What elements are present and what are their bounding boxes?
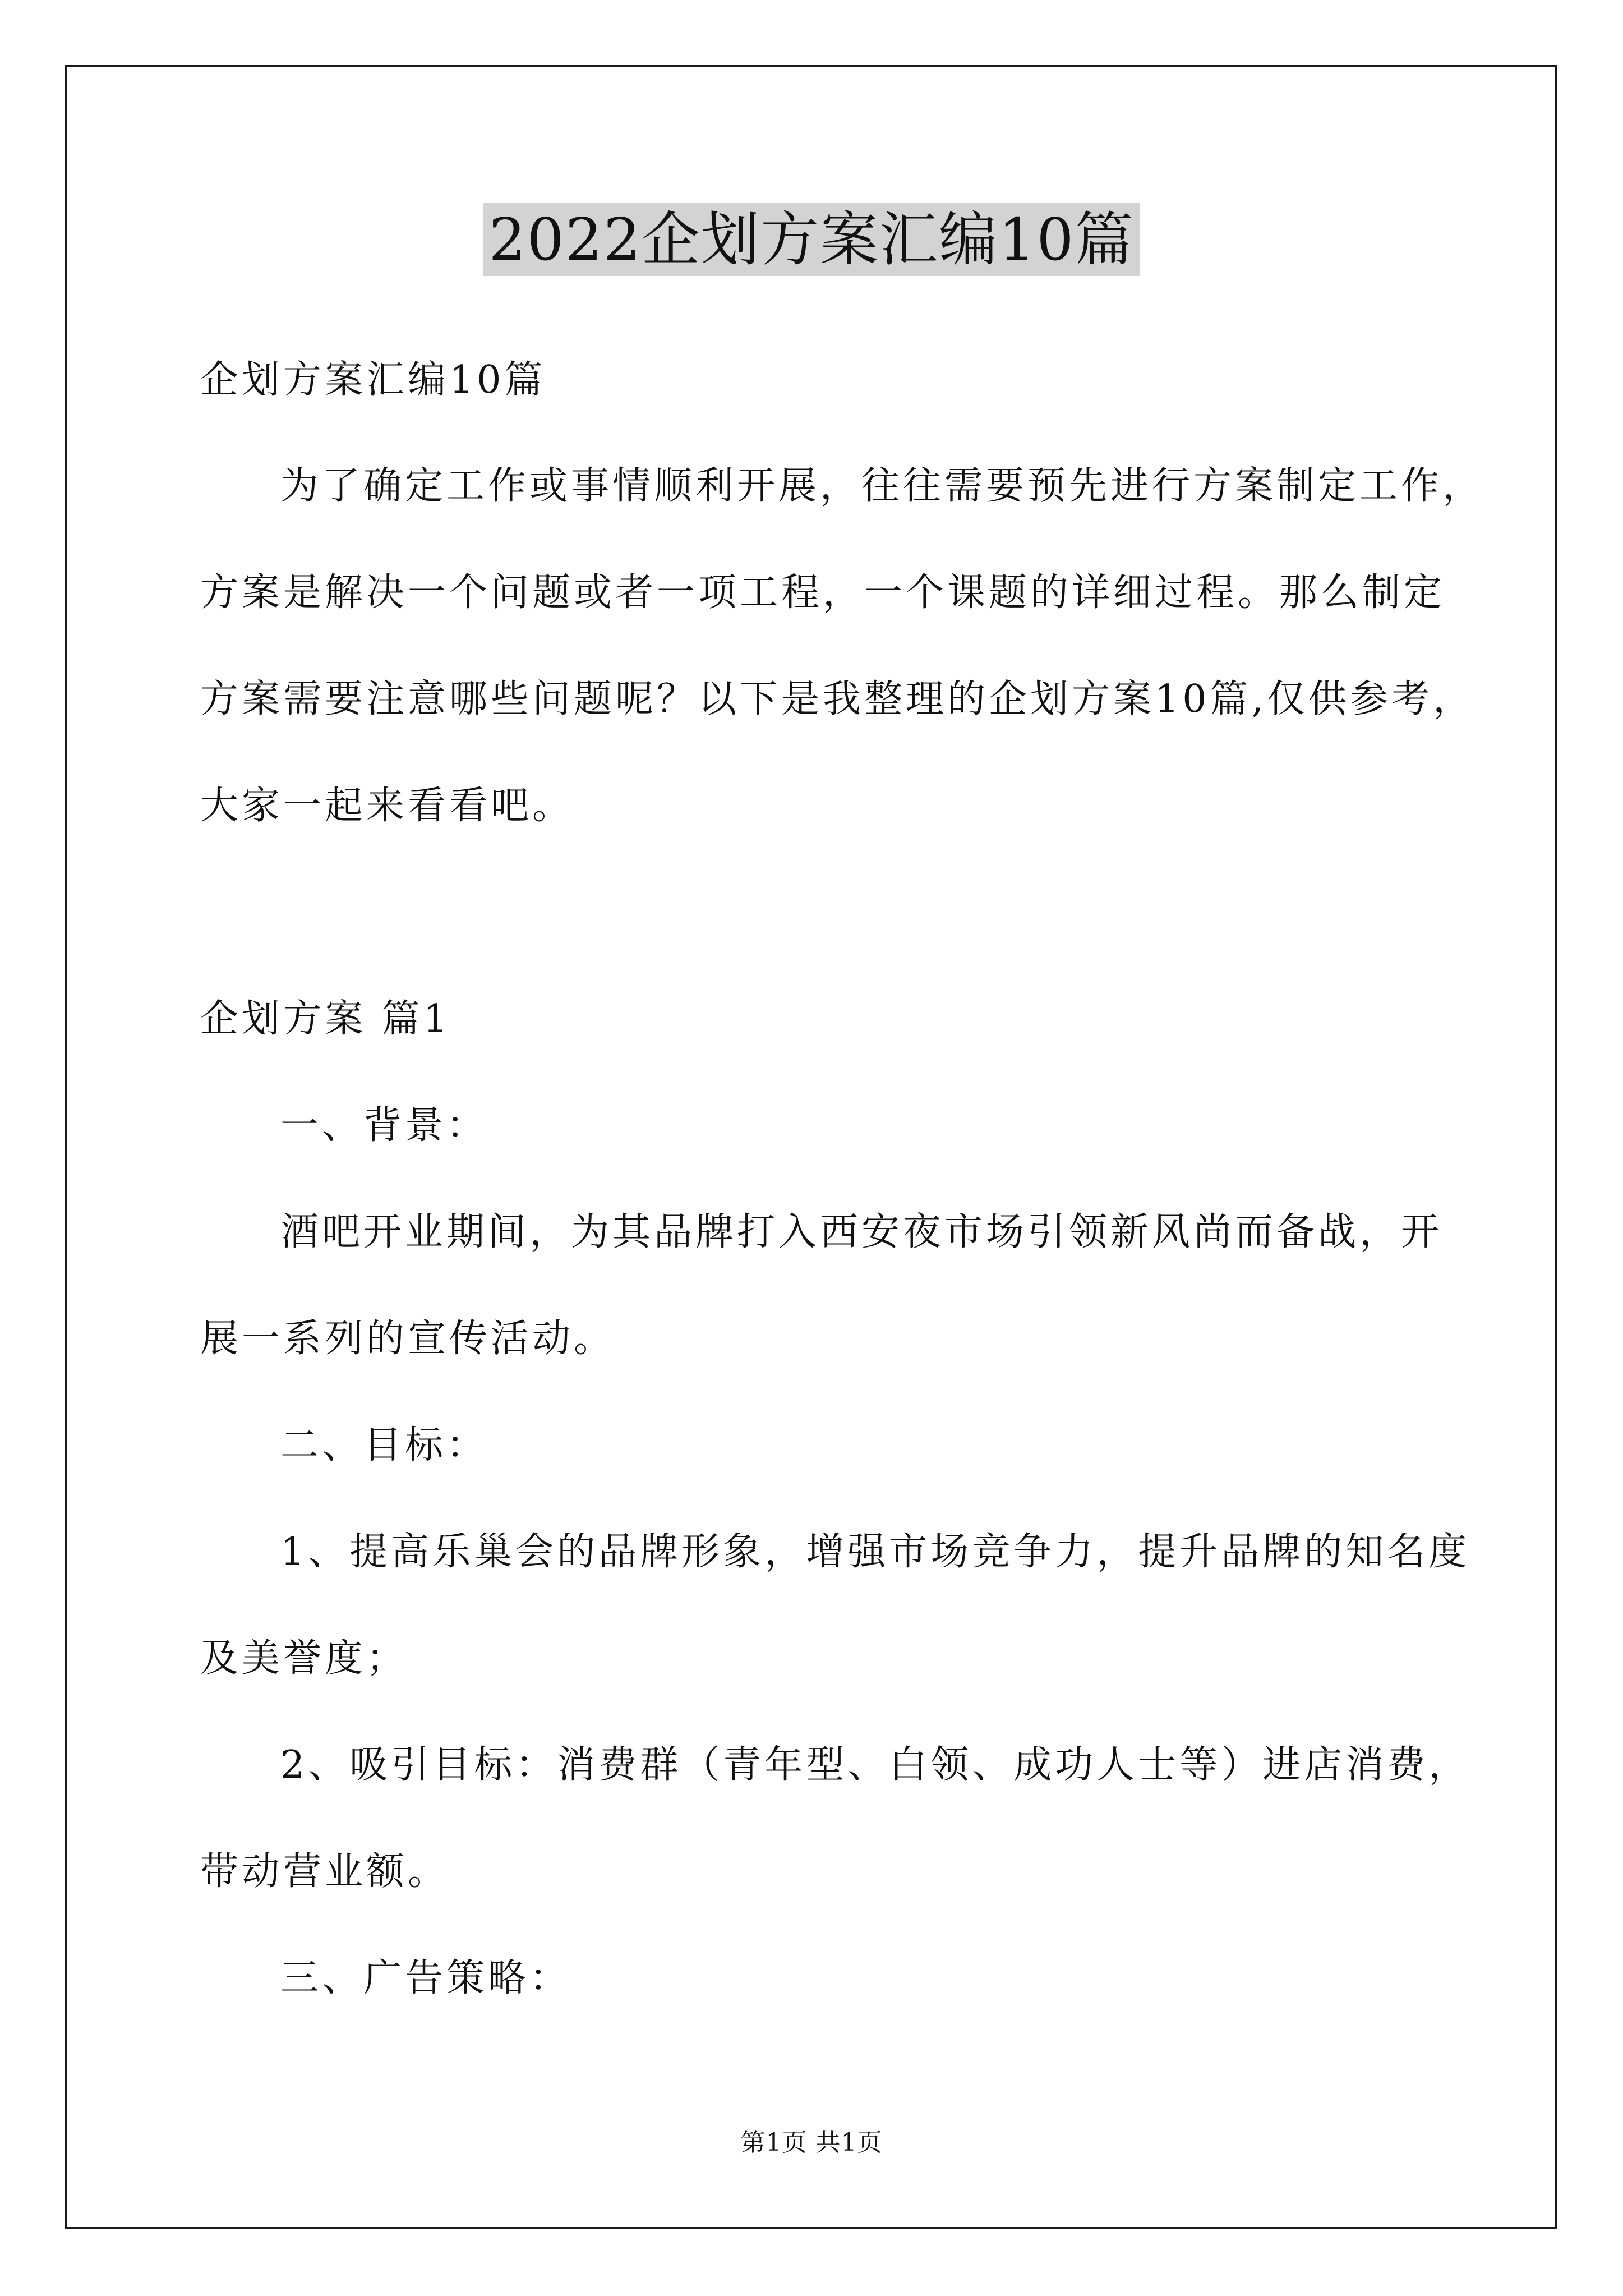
body-line: 展一系列的宣传活动。 [200,1317,616,1361]
body-line: 带动营业额。 [200,1849,450,1894]
body-line: 2、吸引目标：消费群（青年型、白领、成功人士等）进店消费， [280,1743,1470,1787]
body-line: 1、提高乐巢会的品牌形象，增强市场竞争力，提升品牌的知名度 [280,1530,1470,1574]
document-title [0,203,1623,276]
page-footer: 第1页 共1页 [740,2128,883,2157]
body-line: 及美誉度； [200,1636,408,1681]
document-subtitle: 企划方案汇编10篇 [200,358,546,402]
intro-line: 方案是解决一个问题或者一项工程，一个课题的详细过程。那么制定 [200,570,1446,615]
intro-line: 大家一起来看看吧。 [200,784,574,828]
body-line: 二、目标： [280,1423,488,1467]
body-line: 一、背景： [280,1103,488,1148]
intro-line: 为了确定工作或事情顺利开展，往往需要预先进行方案制定工作， [280,464,1484,508]
section-title: 企划方案 篇1 [200,997,451,1041]
document-title-text: 2022企划方案汇编10篇 [483,203,1140,276]
body-line: 三、广告策略： [280,1956,571,2000]
intro-line: 方案需要注意哪些问题呢？以下是我整理的企划方案10篇,仅供参考， [200,677,1475,721]
body-line: 酒吧开业期间，为其品牌打入西安夜市场引领新风尚而备战，开 [280,1210,1443,1254]
